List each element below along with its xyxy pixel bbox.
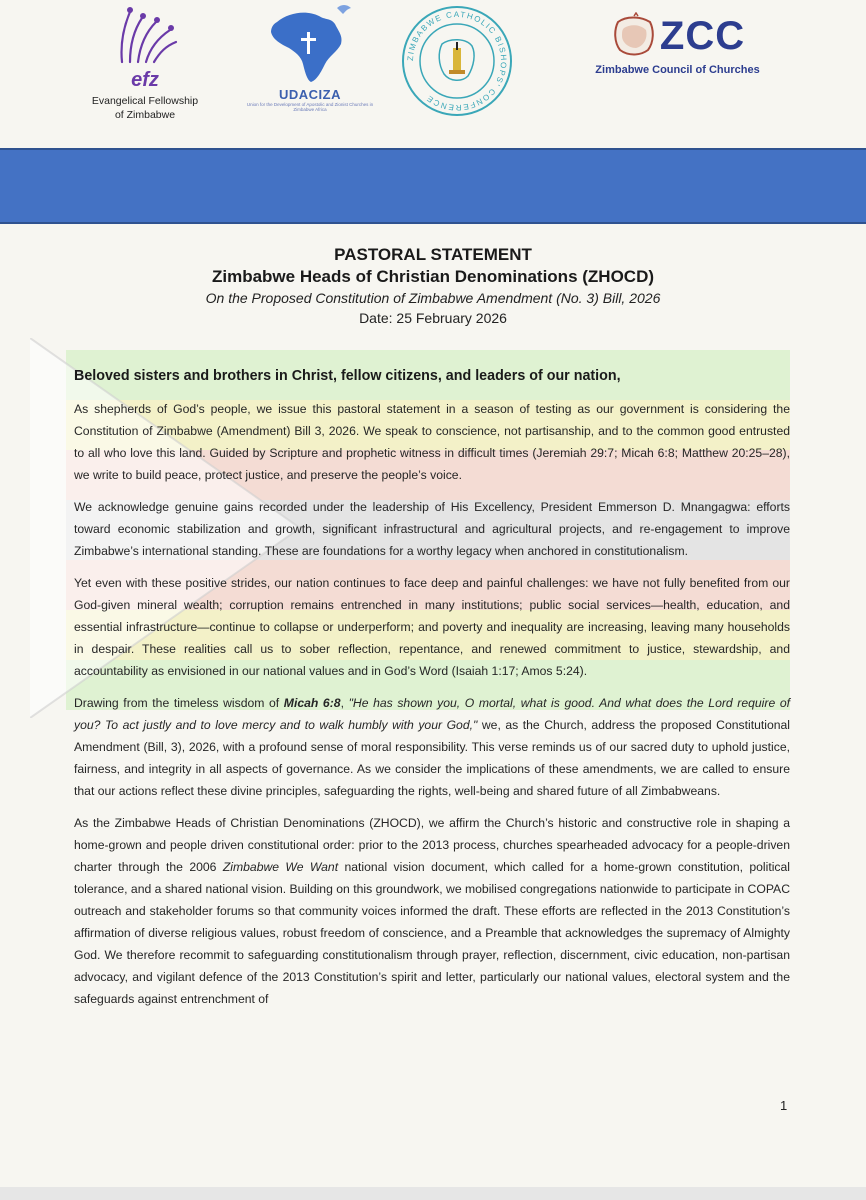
zcc-wordmark: ZCC [659, 13, 746, 58]
document-title: Zimbabwe We Want [222, 860, 339, 874]
efz-emblem-icon [100, 0, 190, 92]
statement-organization: Zimbabwe Heads of Christian Denominations (ZHOCD) [211, 267, 655, 286]
statement-heading [0, 244, 866, 328]
zcc-map-emblem-icon [610, 12, 658, 60]
paragraph-2: We acknowledge genuine gains recorded under the leadership of His Excellency, President Emmerson D. Mnangagwa: efforts toward economic stabilization and growth, significant infrastructural and agricultural projects, and re-engagement to improve Zimbabwe’s international standing. These are foundations for a worthy legacy when anchored in constitutionalism. [74, 500, 790, 558]
paragraph-3: Yet even with these positive strides, our nation continues to face deep and painful challenges: we have not fully benefited from our God-given mineral wealth; corruption remains entrenched in many institutions; public social services—health, education, and essential infrastructure—continue to collapse or underperform; and poverty and inequality are increasing, leaving many households in despair. These realities call us to sober reflection, repentance, and renewed commitment to justice, stewardship, and accountability as envisioned in our national values and in God’s Word (Isaiah 1:17; Amos 5:24). [74, 576, 790, 678]
efz-logo [70, 0, 220, 122]
statement-subtitle: On the Proposed Constitution of Zimbabwe Amendment (No. 3) Bill, 2026 [205, 290, 661, 306]
svg-text:efz: efz [131, 69, 159, 91]
zcc-logo [590, 12, 765, 76]
bishops-seal-icon [400, 4, 514, 118]
statement-body [74, 366, 790, 1020]
logo-header [0, 0, 866, 148]
dove-icon [337, 5, 351, 14]
page-bottom-edge [0, 1187, 866, 1200]
zccb-seal [400, 4, 514, 123]
efz-caption: Evangelical Fellowship of Zimbabwe [91, 95, 199, 121]
salutation: Beloved sisters and brothers in Christ, fellow citizens, and leaders of our nation, [74, 368, 621, 384]
scripture-quote: "He has shown you, O mortal, what is good. And what does the Lord require of you? To act justly and to love mercy and to walk humbly with your God," [74, 696, 790, 732]
paragraph-5: As the Zimbabwe Heads of Christian Denominations (ZHOCD), we affirm the Church’s historic and constructive role in shaping a home-grown and people driven constitutional order: prior to the 2013 process, churches spearheaded advocacy for a people-driven charter through the 2006 Zimbabwe We Want national vision document, which called for a home-grown constitution, political tolerance, and a shared national vision. Building on this groundwork, we mobilised congregations nationwide to participate in COPAC outreach and stakeholder forums so that community voices informed the draft. These efforts are reflected in the 2013 Constitution’s affirmation of diverse religious values, robust freedom of conscience, and a Preamble that acknowledges the supremacy of Almighty God. We therefore recommit to safeguarding constitutionalism through prayer, reflection, discernment, civic education, non-partisan advocacy, and vigilant defence of the 2013 Constitution’s spirit and letter, particularly our national values, electoral system and the safeguards against entrenchment of [74, 816, 791, 1006]
svg-text:ZIMBABWE CATHOLIC BISHOPS' CON: ZIMBABWE CATHOLIC BISHOPS' CONFERENCE [405, 9, 509, 113]
scripture-reference: Micah 6:8 [283, 696, 341, 710]
zcc-caption: Zimbabwe Council of Churches [595, 64, 760, 76]
header-band [0, 148, 866, 224]
statement-title: PASTORAL STATEMENT [334, 245, 532, 264]
udaciza-logo: UDACIZA Union for the Development of Apostolic and Zionist Churches in Zimbabwe Africa [240, 0, 380, 112]
africa-map-icon [255, 0, 365, 86]
paragraph-4: Drawing from the timeless wisdom of Micah 6:8, "He has shown you, O mortal, what is good. And what does the Lord require of you? To act justly and to love mercy and to walk humbly with your God," we, as the Church, address the proposed Constitutional Amendment (Bill, 3), 2026, with a profound sense of moral responsibility. This verse reminds us of our sacred duty to uphold justice, fairness, and integrity in all aspects of governance. As we consider the implications of these amendments, we are called to ensure that our actions reflect these divine principles, safeguarding the rights, well-being and shared future of all Zimbabweans. [74, 696, 790, 798]
paragraph-1: As shepherds of God’s people, we issue this pastoral statement in a season of testing as our government is considering the Constitution of Zimbabwe (Amendment) Bill 3, 2026. We speak to conscience, not partisanship, and to the common good entrusted to all who love this land. Guided by Scripture and prophetic witness in difficult times (Jeremiah 29:7; Micah 6:8; Matthew 20:25–28), we write to build peace, protect justice, and preserve the people’s voice. [74, 402, 790, 482]
statement-date: Date: 25 February 2026 [359, 310, 507, 326]
page-number: 1 [780, 1098, 788, 1113]
